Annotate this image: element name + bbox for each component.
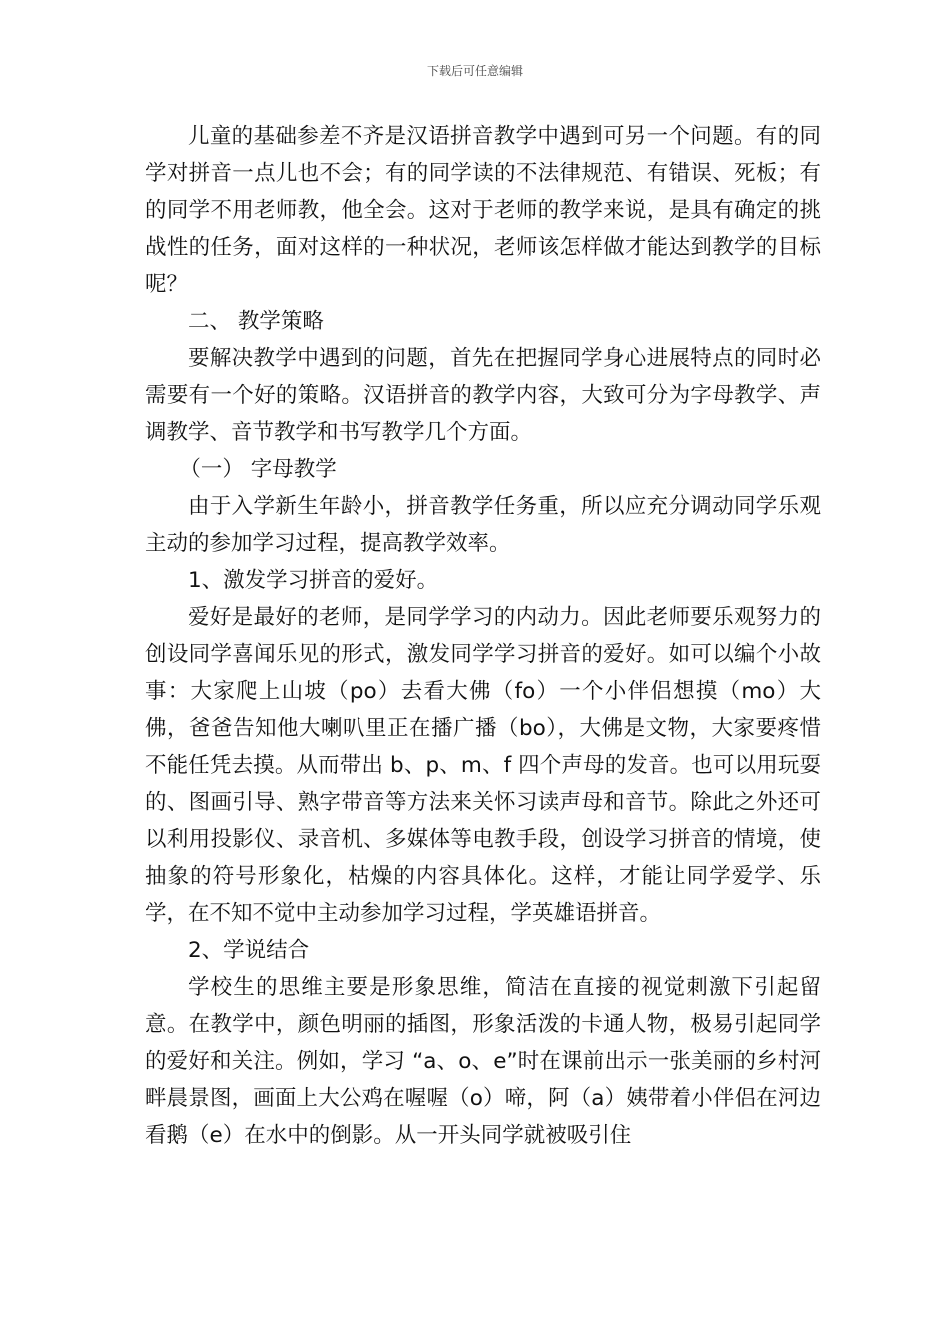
paragraph-strategy: 要解决教学中遇到的问题，首先在把握同学身心进展特点的同时必需要有一个好的策略。汉语拼音的教学内容，大致可分为字母教学、声调教学、音节教学和书写教学几个方面。	[145, 346, 821, 445]
item-heading-1: 1、激发学习拼音的爱好。	[188, 568, 439, 593]
section-heading-teaching-strategy: 二、 教学策略	[188, 309, 324, 334]
page-header: 下载后可任意编辑	[426, 64, 523, 78]
document-body	[145, 118, 821, 1154]
paragraph-letter-teaching: 由于入学新生年龄小，拼音教学任务重，所以应充分调动同学乐观主动的参加学习过程，提高教学效率。	[145, 494, 821, 556]
item-heading-2: 2、学说结合	[188, 938, 310, 963]
paragraph-intro: 儿童的基础参差不齐是汉语拼音教学中遇到可另一个问题。有的同学对拼音一点儿也不会；有的同学读的不法律规范、有错误、死板；有的同学不用老师教，他全会。这对于老师的教学来说，是具有确定的挑战性的任务，面对这样的一种状况，老师该怎样做才能达到教学的目标呢？	[145, 124, 821, 297]
subsection-heading-letter-teaching: （一） 字母教学	[179, 457, 337, 482]
paragraph-interest: 爱好是最好的老师，是同学学习的内动力。因此老师要乐观努力的创设同学喜闻乐见的形式，激发同学学习拼音的爱好。如可以编个小故事：大家爬上山坡（po）去看大佛（fo）一个小伴侣想摸（mo）大佛，爸爸告知他大喇叭里正在播广播（bo），大佛是文物，大家要疼惜不能任凭去摸。从而带出 b、p、m、f 四个声母的发音。也可以用玩耍的、图画引导、熟字带音等方法来关怀习读声母和音节。除此之外还可以利用投影仪、录音机、多媒体等电教手段，创设学习拼音的情境，使抽象的符号形象化，枯燥的内容具体化。这样，才能让同学爱学、乐学，在不知不觉中主动参加学习过程，学英雄语拼音。	[145, 605, 821, 926]
paragraph-learning-speaking: 学校生的思维主要是形象思维，简洁在直接的视觉刺激下引起留意。在教学中，颜色明丽的插图，形象活泼的卡通人物，极易引起同学的爱好和关注。例如，学习 “a、o、e”时在课前出示一张美丽的乡村河畔晨景图，画面上大公鸡在喔喔（o）啼，阿（a）姨带着小伴侣在河边看鹅（e）在水中的倒影。从一开头同学就被吸引住	[145, 975, 821, 1148]
